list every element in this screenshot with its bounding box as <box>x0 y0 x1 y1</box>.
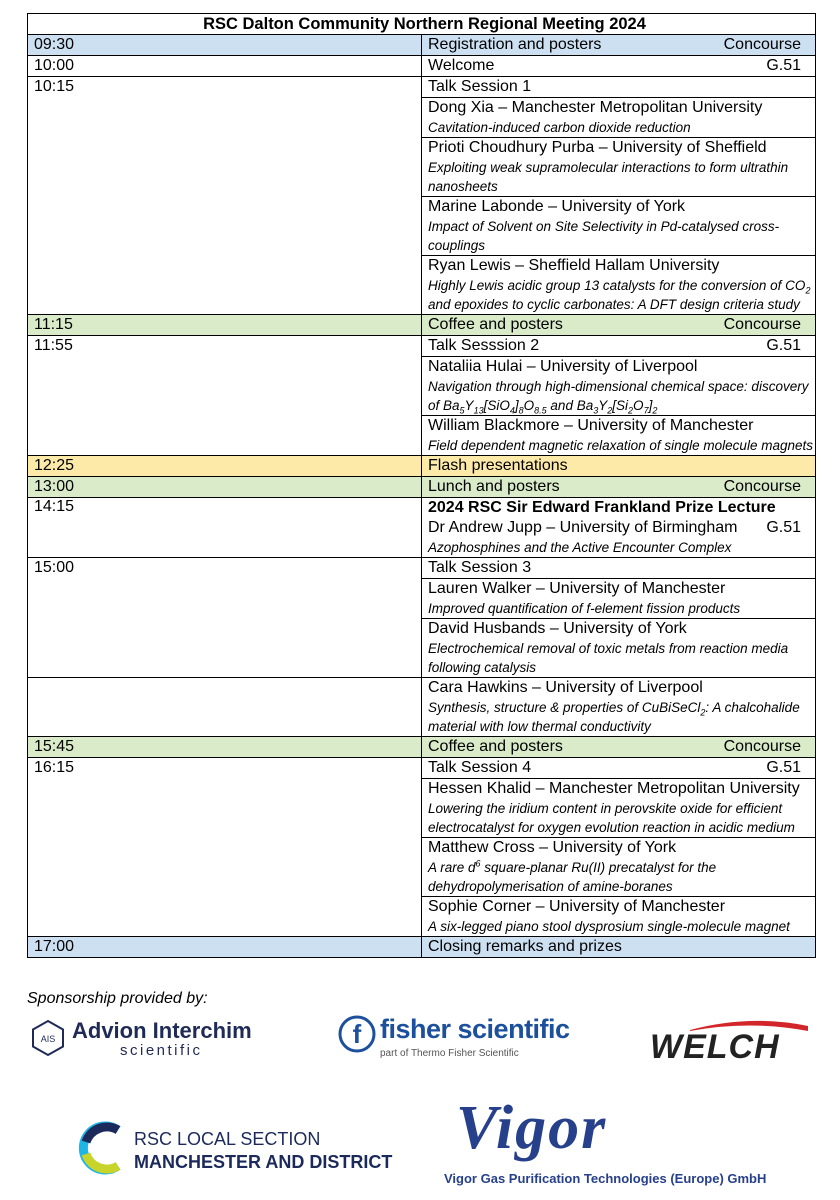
talk-cell <box>422 256 816 315</box>
time-cell: 09:30 <box>28 35 422 56</box>
talk-title: A rare $d^6$ square-planar Ru(II) precatalyst for the dehydropolymerisation of amine-boranes <box>428 858 717 894</box>
event-cell <box>422 315 816 336</box>
talk-cell <box>422 619 816 678</box>
talk-row <box>28 138 816 197</box>
session-header-row <box>28 336 816 357</box>
session-label: Talk Session 3 <box>422 558 816 579</box>
rsc-line2: MANCHESTER AND DISTRICT <box>134 1152 393 1172</box>
talk-row <box>28 678 816 737</box>
talk-row <box>28 619 816 678</box>
location-label: Concourse <box>723 478 801 495</box>
time-cell: 10:15 <box>28 77 422 98</box>
fisher-scientific-logo <box>338 1014 568 1064</box>
speaker: Dr Andrew Jupp – University of Birmingham <box>428 519 738 536</box>
speaker: David Husbands – University of York <box>428 620 687 637</box>
advion-hexagon-icon <box>28 1018 68 1058</box>
speaker: Marine Labonde – University of York <box>428 198 686 215</box>
speaker: Sophie Corner – University of Manchester <box>428 898 726 915</box>
talk-row <box>28 838 816 897</box>
speaker: Prioti Choudhury Purba – University of Sheffield <box>428 139 767 156</box>
advion-interchim-logo <box>28 1018 268 1060</box>
event-cell <box>422 737 816 758</box>
fisher-sub: part of Thermo Fisher Scientific <box>380 1048 519 1059</box>
event-cell <box>422 56 816 77</box>
time-cell: 14:15 <box>28 498 422 558</box>
talk-title: Azophosphines and the Active Encounter Complex <box>428 540 732 555</box>
title-row <box>28 14 816 35</box>
time-cell: 11:15 <box>28 315 422 336</box>
speaker: Hessen Khalid – Manchester Metropolitan University <box>428 780 800 797</box>
talk-title: Exploiting weak supramolecular interactions to form ultrathin nanosheets <box>428 160 789 194</box>
schedule-row <box>28 35 816 56</box>
talk-title: Highly Lewis acidic group 13 catalysts for the conversion of $CO_2$ and epoxides to cyclic carbonates: A DFT design criteria study <box>428 278 811 312</box>
event-cell <box>422 35 816 56</box>
talk-cell <box>422 416 816 456</box>
event-cell <box>422 336 816 357</box>
time-cell: 12:25 <box>28 456 422 477</box>
event-label: Coffee and posters <box>428 738 563 755</box>
talk-cell <box>422 98 816 138</box>
sponsorship-label: Sponsorship provided by: <box>27 990 208 1007</box>
rsc-line1: RSC LOCAL SECTION <box>134 1129 321 1149</box>
time-cell: 13:00 <box>28 477 422 498</box>
speaker: William Blackmore – University of Manchester <box>428 417 754 434</box>
talk-row <box>28 416 816 456</box>
event-label: Lunch and posters <box>428 478 560 495</box>
session-label: Talk Session 1 <box>422 77 816 98</box>
time-cell: 17:00 <box>28 937 422 958</box>
prize-lecture-title: 2024 RSC Sir Edward Frankland Prize Lecture <box>428 499 776 516</box>
event-label: Registration and posters <box>428 36 602 53</box>
event-cell <box>422 477 816 498</box>
schedule-row <box>28 315 816 336</box>
event-label: Closing remarks and prizes <box>422 937 816 958</box>
location-label: G.51 <box>766 759 801 776</box>
session-label: Talk Session 4 <box>428 759 532 776</box>
time-cell: 10:00 <box>28 56 422 77</box>
speaker: Cara Hawkins – University of Liverpool <box>428 679 703 696</box>
advion-name: Advion Interchim <box>72 1018 252 1043</box>
fisher-name: fisher scientific <box>380 1014 570 1044</box>
talk-cell <box>422 678 816 737</box>
prize-lecture-row <box>28 498 816 558</box>
talk-cell <box>422 897 816 937</box>
advion-sub: scientific <box>120 1042 203 1059</box>
speaker: Matthew Cross – University of York <box>428 839 677 856</box>
location-label: Concourse <box>723 36 801 53</box>
programme-title: RSC Dalton Community Northern Regional Meeting 2024 <box>28 14 816 35</box>
location-label: Concourse <box>723 738 801 755</box>
vigor-name: Vigor <box>456 1094 608 1162</box>
speaker: Ryan Lewis – Sheffield Hallam University <box>428 257 720 274</box>
talk-row <box>28 579 816 619</box>
talk-row <box>28 197 816 256</box>
event-cell <box>422 758 816 779</box>
talk-title: Cavitation-induced carbon dioxide reduction <box>428 120 691 135</box>
session-header-row <box>28 558 816 579</box>
welch-name: WELCH <box>650 1028 780 1066</box>
svg-text:f: f <box>352 1019 362 1049</box>
talk-title: Impact of Solvent on Site Selectivity in Pd-catalysed cross-couplings <box>428 219 780 253</box>
rsc-c-icon <box>78 1118 128 1178</box>
time-cell: 15:00 <box>28 558 422 579</box>
time-cell: 11:55 <box>28 336 422 357</box>
talk-row <box>28 897 816 937</box>
talk-title: Electrochemical removal of toxic metals from reaction media following catalysis <box>428 641 789 675</box>
time-cell: 16:15 <box>28 758 422 779</box>
talk-title: Synthesis, structure & properties of CuBiSeCl$_2$: A chalcohalide material with low thermal conductivity <box>428 700 800 734</box>
rsc-local-section-logo <box>78 1118 408 1178</box>
location-label: G.51 <box>766 57 801 74</box>
schedule-row <box>28 737 816 758</box>
talk-cell <box>422 357 816 416</box>
vigor-logo <box>440 1093 770 1193</box>
vigor-sub: Vigor Gas Purification Technologies (Europe) GmbH <box>444 1171 767 1186</box>
svg-text:AIS: AIS <box>40 1034 56 1044</box>
schedule-row <box>28 937 816 958</box>
schedule-row <box>28 56 816 77</box>
location-label: G.51 <box>766 337 801 354</box>
talk-cell <box>422 838 816 897</box>
location-label: Concourse <box>723 316 801 333</box>
talk-title: A six-legged piano stool dysprosium single-molecule magnet <box>428 919 790 934</box>
schedule-row <box>28 456 816 477</box>
welch-logo <box>650 1018 810 1066</box>
fisher-f-icon <box>338 1014 376 1054</box>
talk-title: Field dependent magnetic relaxation of single molecule magnets <box>428 438 813 453</box>
event-label: Welcome <box>428 57 495 74</box>
speaker: Nataliia Hulai – University of Liverpool <box>428 358 698 375</box>
talk-row <box>28 256 816 315</box>
session-header-row <box>28 77 816 98</box>
time-cell: 15:45 <box>28 737 422 758</box>
talk-cell <box>422 779 816 838</box>
talk-row <box>28 98 816 138</box>
talk-cell <box>422 579 816 619</box>
speaker: Dong Xia – Manchester Metropolitan University <box>428 99 763 116</box>
session-label: Talk Sesssion 2 <box>428 337 540 354</box>
programme-table <box>27 13 816 958</box>
talk-row <box>28 779 816 838</box>
session-header-row <box>28 758 816 779</box>
talk-cell <box>422 498 816 558</box>
talk-row <box>28 357 816 416</box>
location-label: G.51 <box>766 519 801 536</box>
schedule-row <box>28 477 816 498</box>
speaker: Lauren Walker – University of Manchester <box>428 580 726 597</box>
talk-cell <box>422 197 816 256</box>
talk-cell <box>422 138 816 197</box>
event-label: Coffee and posters <box>428 316 563 333</box>
event-label: Flash presentations <box>422 456 816 477</box>
talk-title: Improved quantification of f-element fission products <box>428 601 741 616</box>
talk-title: Navigation through high-dimensional chemical space: discovery of $Ba_5Y_{13}[SiO_4]_8O_{8.5}$ and $Ba_3Y_2[Si_2O_7]_2$ <box>428 379 809 416</box>
talk-title: Lowering the iridium content in perovskite oxide for efficient electrocatalyst for oxygen evolution reaction in acidic medium <box>428 801 795 835</box>
